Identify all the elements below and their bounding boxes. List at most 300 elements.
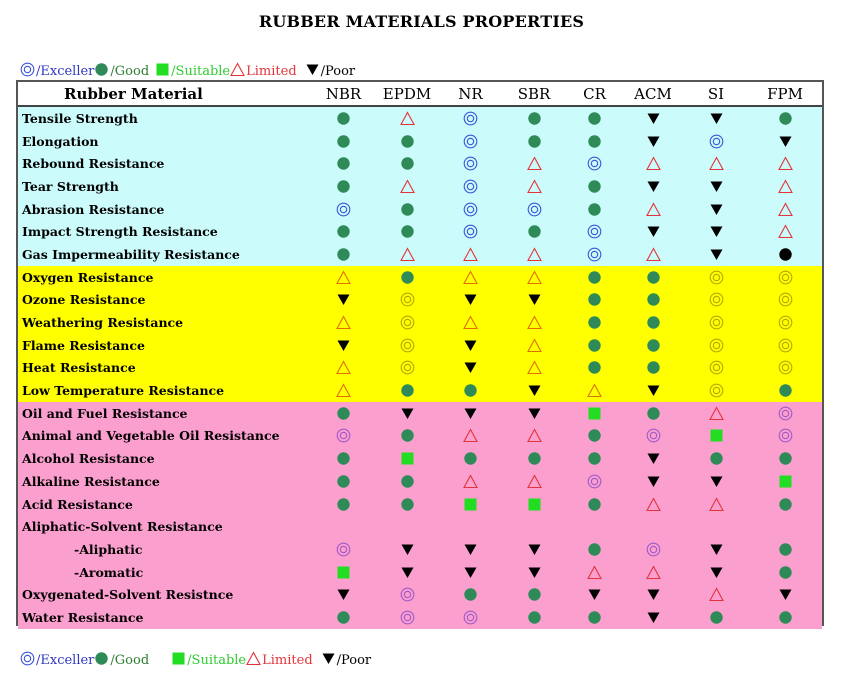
- rating-cell-cr: [567, 130, 622, 153]
- property-label: Elongation: [18, 130, 313, 153]
- table-row: [18, 606, 822, 629]
- rating-cell-sbr: [501, 311, 567, 334]
- good-icon: [313, 610, 374, 625]
- property-label: Impact Strength Resistance: [18, 220, 313, 243]
- rating-cell-nr: [440, 198, 501, 221]
- suitable-icon: [313, 565, 374, 580]
- good-icon: [313, 474, 374, 489]
- rating-cell-si: [684, 152, 748, 175]
- poor-icon: [440, 406, 501, 421]
- excellent-icon: [440, 111, 501, 126]
- good-icon: [567, 610, 622, 625]
- poor-icon: [748, 587, 822, 602]
- rating-cell-fpm: [748, 470, 822, 493]
- good-icon: [313, 497, 374, 512]
- rating-cell-acm: [622, 470, 684, 493]
- rating-cell-nbr: [313, 583, 374, 606]
- rating-cell-acm: [622, 311, 684, 334]
- rating-cell-nbr: [313, 106, 374, 130]
- rating-cell-nbr: [313, 447, 374, 470]
- rating-cell-acm: [622, 402, 684, 425]
- rating-cell-nbr: [313, 561, 374, 584]
- rating-cell-fpm: [748, 515, 822, 538]
- rating-cell-sbr: [501, 289, 567, 312]
- good-icon: [313, 224, 374, 239]
- excellent-icon: [622, 542, 684, 557]
- property-label: Flame Resistance: [18, 334, 313, 357]
- poor-icon: [684, 565, 748, 580]
- rating-cell-nbr: [313, 266, 374, 289]
- rating-cell-nr: [440, 538, 501, 561]
- rating-cell-acm: [622, 175, 684, 198]
- rating-cell-fpm: [748, 538, 822, 561]
- rating-cell-epdm: [374, 402, 440, 425]
- rating-cell-cr: [567, 379, 622, 402]
- rating-cell-si: [684, 561, 748, 584]
- legend-suitable: [155, 62, 230, 81]
- limited-icon: [313, 315, 374, 330]
- excellent-icon: [748, 428, 822, 443]
- good-icon: [622, 338, 684, 353]
- excellent-icon: [501, 202, 567, 217]
- rating-cell-cr: [567, 152, 622, 175]
- rating-cell-sbr: [501, 334, 567, 357]
- excellent-icon: [374, 587, 440, 602]
- property-label: Oil and Fuel Resistance: [18, 402, 313, 425]
- rating-cell-nbr: [313, 379, 374, 402]
- limited-icon: [501, 315, 567, 330]
- rating-cell-fpm: [748, 130, 822, 153]
- table-row: [18, 311, 822, 334]
- rating-cell-si: [684, 515, 748, 538]
- page-title: RUBBER MATERIALS PROPERTIES: [258, 12, 585, 31]
- poor-icon: [684, 542, 748, 557]
- legend-limited: [246, 651, 313, 670]
- poor-icon: [440, 542, 501, 557]
- rating-cell-cr: [567, 493, 622, 516]
- legend-limited: [230, 62, 297, 81]
- table-row: [18, 447, 822, 470]
- good-icon: [313, 156, 374, 171]
- excellent-icon: [313, 202, 374, 217]
- rating-cell-cr: [567, 198, 622, 221]
- rating-cell-nr: [440, 152, 501, 175]
- rating-cell-nbr: [313, 175, 374, 198]
- rating-cell-fpm: [748, 425, 822, 448]
- rating-cell-si: [684, 425, 748, 448]
- good-icon: [94, 651, 110, 670]
- excellent-icon: [374, 610, 440, 625]
- rating-cell-acm: [622, 266, 684, 289]
- limited-icon: [440, 270, 501, 285]
- rating-cell-si: [684, 311, 748, 334]
- rating-cell-nr: [440, 379, 501, 402]
- rating-cell-si: [684, 289, 748, 312]
- excellent-icon: [374, 338, 440, 353]
- rating-cell-nr: [440, 175, 501, 198]
- property-label: Low Temperature Resistance: [18, 379, 313, 402]
- rating-cell-nr: [440, 106, 501, 130]
- rating-cell-fpm: [748, 311, 822, 334]
- poor-icon: [305, 62, 321, 81]
- poor-icon: [440, 338, 501, 353]
- good-icon: [501, 610, 567, 625]
- good-icon: [748, 111, 822, 126]
- rating-cell-acm: [622, 379, 684, 402]
- rating-cell-nbr: [313, 289, 374, 312]
- poor-icon: [501, 542, 567, 557]
- rating-cell-si: [684, 175, 748, 198]
- rating-cell-epdm: [374, 606, 440, 629]
- rating-cell-nr: [440, 447, 501, 470]
- rating-cell-sbr: [501, 606, 567, 629]
- rating-cell-cr: [567, 266, 622, 289]
- rating-cell-nbr: [313, 606, 374, 629]
- poor-icon: [374, 565, 440, 580]
- good-icon: [567, 497, 622, 512]
- excellent-icon: [374, 292, 440, 307]
- rating-cell-fpm: [748, 447, 822, 470]
- rating-cell-cr: [567, 606, 622, 629]
- table-body: [18, 106, 822, 629]
- table-row: [18, 402, 822, 425]
- suitable-icon: [374, 451, 440, 466]
- good-icon: [567, 428, 622, 443]
- limited-icon: [622, 202, 684, 217]
- rating-cell-cr: [567, 175, 622, 198]
- excellent-icon: [748, 360, 822, 375]
- good-icon: [567, 202, 622, 217]
- table-row: [18, 198, 822, 221]
- rating-cell-sbr: [501, 493, 567, 516]
- table-row: [18, 425, 822, 448]
- rating-cell-nr: [440, 470, 501, 493]
- good-icon: [374, 134, 440, 149]
- rating-cell-epdm: [374, 493, 440, 516]
- rating-cell-cr: [567, 311, 622, 334]
- good-icon: [440, 451, 501, 466]
- table-row: [18, 130, 822, 153]
- rating-cell-fpm: [748, 379, 822, 402]
- rating-cell-sbr: [501, 583, 567, 606]
- table-row: [18, 220, 822, 243]
- table-row: [18, 175, 822, 198]
- good-icon: [374, 474, 440, 489]
- limited-icon: [501, 428, 567, 443]
- rating-cell-si: [684, 493, 748, 516]
- rating-cell-epdm: [374, 561, 440, 584]
- property-label: Alkaline Resistance: [18, 470, 313, 493]
- good-icon: [567, 315, 622, 330]
- good-icon: [374, 497, 440, 512]
- good-icon: [313, 451, 374, 466]
- legend-bottom: [20, 651, 371, 670]
- limited-icon: [501, 474, 567, 489]
- header-nbr: NBR: [313, 82, 374, 106]
- rating-cell-nbr: [313, 243, 374, 266]
- rating-cell-sbr: [501, 470, 567, 493]
- header-acm: ACM: [622, 82, 684, 106]
- legend-poor: [305, 62, 355, 81]
- table-row: [18, 243, 822, 266]
- suitable-icon: [155, 62, 171, 81]
- poor-icon: [313, 292, 374, 307]
- legend-poor: [321, 651, 371, 670]
- rating-cell-epdm: [374, 470, 440, 493]
- rating-cell-acm: [622, 606, 684, 629]
- limited-icon: [374, 179, 440, 194]
- rating-cell-si: [684, 402, 748, 425]
- rating-cell-nr: [440, 311, 501, 334]
- rating-cell-sbr: [501, 425, 567, 448]
- legend-suitable: [171, 651, 246, 670]
- rating-cell-acm: [622, 425, 684, 448]
- suitable-icon: [171, 651, 187, 670]
- header-nr: NR: [440, 82, 501, 106]
- rating-cell-sbr: [501, 515, 567, 538]
- good-icon: [313, 111, 374, 126]
- rating-cell-cr: [567, 334, 622, 357]
- table-row: [18, 334, 822, 357]
- good-icon: [374, 270, 440, 285]
- excellent-icon: [567, 156, 622, 171]
- poor-icon: [440, 292, 501, 307]
- rating-cell-nbr: [313, 198, 374, 221]
- property-label: Animal and Vegetable Oil Resistance: [18, 425, 313, 448]
- excellent-icon: [622, 428, 684, 443]
- limited-icon: [622, 156, 684, 171]
- table-row: [18, 493, 822, 516]
- rating-cell-fpm: [748, 289, 822, 312]
- rating-cell-nbr: [313, 493, 374, 516]
- excellent-icon: [748, 338, 822, 353]
- table-row: [18, 266, 822, 289]
- rating-cell-nr: [440, 243, 501, 266]
- rating-cell-cr: [567, 447, 622, 470]
- rating-cell-sbr: [501, 538, 567, 561]
- property-label: Tear Strength: [18, 175, 313, 198]
- good-icon: [501, 224, 567, 239]
- good-icon: [622, 292, 684, 307]
- rating-cell-acm: [622, 198, 684, 221]
- rating-cell-nr: [440, 266, 501, 289]
- rating-cell-cr: [567, 538, 622, 561]
- rating-cell-cr: [567, 243, 622, 266]
- good-icon: [374, 156, 440, 171]
- rating-cell-si: [684, 379, 748, 402]
- rating-cell-nr: [440, 289, 501, 312]
- property-label: Aliphatic-Solvent Resistance: [18, 515, 313, 538]
- table-row: [18, 357, 822, 380]
- rating-cell-cr: [567, 561, 622, 584]
- good-icon: [313, 406, 374, 421]
- good-icon: [748, 451, 822, 466]
- poor-icon: [684, 202, 748, 217]
- excellent-icon: [567, 474, 622, 489]
- rating-cell-fpm: [748, 606, 822, 629]
- property-label: Tensile Strength: [18, 106, 313, 130]
- limited-icon: [440, 315, 501, 330]
- good-icon: [748, 497, 822, 512]
- good-icon: [374, 383, 440, 398]
- good-icon: [567, 134, 622, 149]
- rating-cell-nbr: [313, 334, 374, 357]
- poor-icon: [684, 224, 748, 239]
- rating-cell-nbr: [313, 538, 374, 561]
- rating-cell-si: [684, 130, 748, 153]
- rating-cell-nr: [440, 220, 501, 243]
- excellent-icon: [440, 224, 501, 239]
- good-icon: [748, 565, 822, 580]
- good-icon: [440, 383, 501, 398]
- rating-cell-cr: [567, 220, 622, 243]
- rating-cell-nr: [440, 130, 501, 153]
- excellent-icon: [684, 134, 748, 149]
- good-icon: [748, 383, 822, 398]
- rating-cell-fpm: [748, 152, 822, 175]
- poor-icon: [313, 587, 374, 602]
- good-icon: [567, 111, 622, 126]
- rating-cell-acm: [622, 220, 684, 243]
- poor-icon: [501, 292, 567, 307]
- suitable-icon: [684, 428, 748, 443]
- table-row: [18, 538, 822, 561]
- rating-cell-epdm: [374, 198, 440, 221]
- excellent-icon: [374, 360, 440, 375]
- suitable-icon: [440, 497, 501, 512]
- good-icon: [622, 360, 684, 375]
- poor-icon: [684, 111, 748, 126]
- rating-cell-sbr: [501, 220, 567, 243]
- property-label: Weathering Resistance: [18, 311, 313, 334]
- rating-cell-si: [684, 606, 748, 629]
- limited-icon: [313, 270, 374, 285]
- legend-suitable-label: /Suitable: [187, 653, 247, 668]
- limited-icon: [246, 651, 262, 670]
- good-icon: [567, 360, 622, 375]
- table-row: [18, 379, 822, 402]
- good-icon: [567, 270, 622, 285]
- limited-icon: [313, 360, 374, 375]
- rating-cell-si: [684, 583, 748, 606]
- good-icon: [567, 451, 622, 466]
- legend-suitable-label: /Suitable: [171, 64, 231, 79]
- rating-cell-epdm: [374, 425, 440, 448]
- limited-icon: [684, 156, 748, 171]
- legend-good-label: /Good: [110, 64, 150, 79]
- rating-cell-fpm: [748, 175, 822, 198]
- excellent-icon: [440, 610, 501, 625]
- excellent-icon: [684, 270, 748, 285]
- good-icon: [567, 292, 622, 307]
- rating-cell-nr: [440, 357, 501, 380]
- good-icon: [501, 587, 567, 602]
- good-icon: [567, 542, 622, 557]
- good-icon: [622, 315, 684, 330]
- good-icon: [313, 134, 374, 149]
- rating-cell-fpm: [748, 402, 822, 425]
- rating-cell-cr: [567, 425, 622, 448]
- good-icon: [374, 428, 440, 443]
- rating-cell-fpm: [748, 493, 822, 516]
- poor-icon: [622, 383, 684, 398]
- rating-cell-sbr: [501, 357, 567, 380]
- poor-icon: [321, 651, 337, 670]
- rating-cell-acm: [622, 106, 684, 130]
- excellent-icon: [440, 202, 501, 217]
- rating-cell-fpm: [748, 198, 822, 221]
- table-row: [18, 470, 822, 493]
- property-label: Alcohol Resistance: [18, 447, 313, 470]
- rating-cell-nbr: [313, 220, 374, 243]
- poor-icon: [622, 610, 684, 625]
- rating-cell-epdm: [374, 334, 440, 357]
- rating-cell-sbr: [501, 561, 567, 584]
- poor-icon: [684, 179, 748, 194]
- limited-icon: [501, 338, 567, 353]
- table-header-row: [18, 82, 822, 106]
- limited-icon: [622, 497, 684, 512]
- limited-icon: [748, 202, 822, 217]
- limited-icon: [684, 497, 748, 512]
- poor-icon: [313, 338, 374, 353]
- rating-cell-fpm: [748, 220, 822, 243]
- rating-cell-cr: [567, 583, 622, 606]
- rating-cell-nr: [440, 606, 501, 629]
- rating-cell-fpm: [748, 266, 822, 289]
- poor-icon: [748, 134, 822, 149]
- header-si: SI: [684, 82, 748, 106]
- rating-cell-fpm: [748, 561, 822, 584]
- header-cr: CR: [567, 82, 622, 106]
- good-icon: [622, 406, 684, 421]
- rating-cell-acm: [622, 515, 684, 538]
- good-icon: [501, 451, 567, 466]
- table-row: [18, 515, 822, 538]
- rating-cell-si: [684, 357, 748, 380]
- limited-icon: [440, 474, 501, 489]
- rating-cell-acm: [622, 243, 684, 266]
- rating-cell-acm: [622, 583, 684, 606]
- rating-cell-si: [684, 470, 748, 493]
- rating-cell-nbr: [313, 515, 374, 538]
- property-label: Water Resistance: [18, 606, 313, 629]
- poor-icon: [622, 111, 684, 126]
- good-icon: [94, 62, 110, 81]
- rating-cell-cr: [567, 515, 622, 538]
- limited-icon: [622, 565, 684, 580]
- rating-cell-nr: [440, 583, 501, 606]
- limited-icon: [501, 270, 567, 285]
- poor-icon: [684, 247, 748, 262]
- rating-cell-fpm: [748, 243, 822, 266]
- poor-icon: [440, 565, 501, 580]
- legend-limited-label: Limited: [246, 64, 297, 79]
- rating-cell-cr: [567, 357, 622, 380]
- excellent-icon: [374, 315, 440, 330]
- rating-cell-epdm: [374, 538, 440, 561]
- property-label: Oxygenated-Solvent Resistnce: [18, 583, 313, 606]
- good-icon: [313, 247, 374, 262]
- suitable-icon: [748, 474, 822, 489]
- property-label: Abrasion Resistance: [18, 198, 313, 221]
- good-icon: [567, 338, 622, 353]
- excellent-icon: [684, 292, 748, 307]
- rating-cell-si: [684, 243, 748, 266]
- legend-poor-label: /Poor: [320, 64, 356, 79]
- limited-icon: [748, 224, 822, 239]
- rating-cell-epdm: [374, 175, 440, 198]
